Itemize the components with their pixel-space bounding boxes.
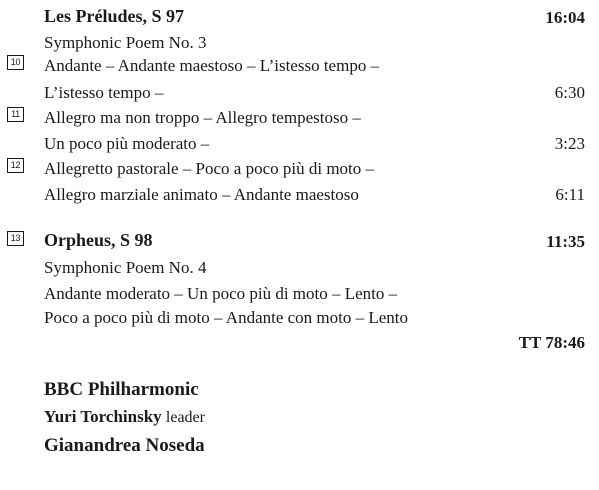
leader-name: Yuri Torchinsky [44, 407, 162, 426]
track-13-line-1: Andante moderato – Un poco più di moto – Lento – [44, 284, 398, 303]
track-12-time: 6:11 [555, 185, 585, 204]
total-timing: TT 78:46 [518, 333, 585, 352]
leader-role: leader [165, 409, 205, 426]
work-subtitle-orpheus: Symphonic Poem No. 4 [44, 258, 207, 277]
conductor-name: Gianandrea Noseda [44, 435, 205, 456]
track-number-10: 10 [7, 55, 24, 70]
track-10-time: 6:30 [554, 83, 585, 102]
track-number-11: 11 [7, 107, 24, 122]
track-11-line-1: Allegro ma non troppo – Allegro tempestoso – [44, 108, 361, 127]
work-title-orpheus: Orpheus, S 98 [44, 230, 153, 250]
track-10-line-2: L’istesso tempo – [44, 83, 164, 102]
orchestra-name: BBC Philharmonic [44, 379, 199, 400]
track-12-line-2: Allegro marziale animato – Andante maestoso [44, 185, 359, 204]
track-number-12: 12 [7, 158, 24, 173]
work-total-time-les-preludes: 16:04 [545, 8, 585, 27]
track-number-13: 13 [7, 231, 24, 246]
track-10-line-1: Andante – Andante maestoso – L’istesso tempo – [44, 56, 380, 75]
work-subtitle-les-preludes: Symphonic Poem No. 3 [44, 33, 207, 52]
work-title-les-preludes: Les Préludes, S 97 [44, 6, 185, 26]
track-11-time: 3:23 [554, 134, 585, 153]
track-11-line-2: Un poco più moderato – [44, 134, 210, 153]
track-12-line-1: Allegretto pastorale – Poco a poco più di moto – [44, 159, 375, 178]
track-13-line-2: Poco a poco più di moto – Andante con moto – Lento [44, 308, 409, 327]
work-total-time-orpheus: 11:35 [546, 232, 585, 251]
leader-credit [44, 406, 205, 429]
